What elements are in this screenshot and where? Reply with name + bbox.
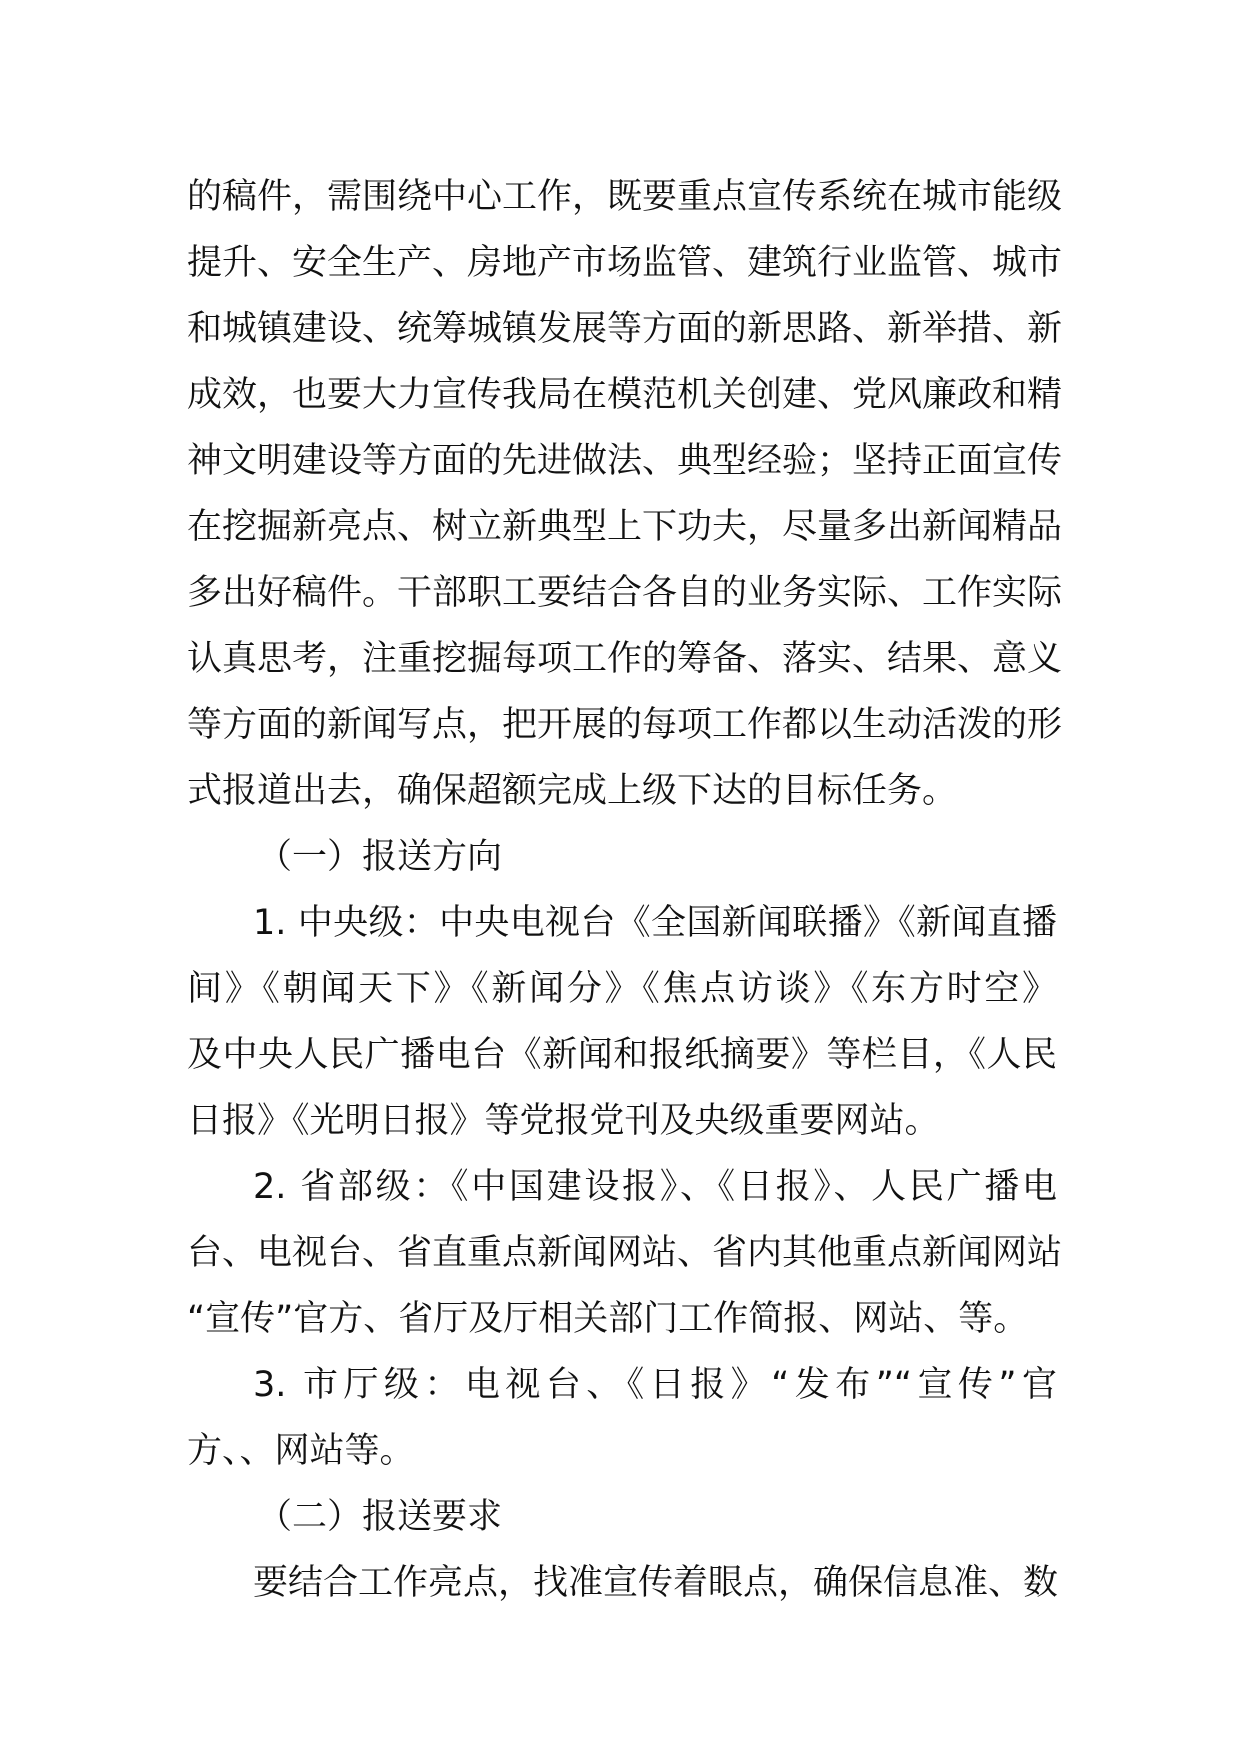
paragraph-line: 认真思考，注重挖掘每项工作的筹备、落实、结果、意义 (187, 639, 1063, 679)
paragraph-line: 在挖掘新亮点、树立新典型上下功夫，尽量多出新闻精品 (187, 507, 1063, 547)
list-item-line: 日报》《光明日报》等党报党刊及央级重要网站。 (187, 1101, 940, 1141)
list-item-line: 方、、网站等。 (187, 1431, 415, 1471)
list-item-line: 及中央人民广播电台《新闻和报纸摘要》等栏目，《人民 (187, 1035, 1057, 1075)
paragraph-line: 提升、安全生产、房地产市场监管、建筑行业监管、城市 (187, 243, 1063, 283)
list-item-line: 2. 省部级：《中国建设报》、《日报》、人民广播电 (253, 1167, 1057, 1207)
paragraph-line: 的稿件，需围绕中心工作，既要重点宣传系统在城市能级 (187, 177, 1063, 217)
paragraph-line: 式报道出去，确保超额完成上级下达的目标任务。 (187, 771, 958, 811)
paragraph-line: 多出好稿件。干部职工要结合各自的业务实际、工作实际 (187, 573, 1063, 613)
list-item-line: “宣传”官方、省厅及厅相关部门工作简报、网站、等。 (187, 1299, 1029, 1339)
section-heading: （一）报送方向 (257, 837, 503, 877)
paragraph-line: 和城镇建设、统筹城镇发展等方面的新思路、新举措、新 (187, 309, 1063, 349)
paragraph-line: 等方面的新闻写点，把开展的每项工作都以生动活泼的形 (187, 705, 1063, 745)
paragraph-line: 要结合工作亮点，找准宣传着眼点，确保信息准、数 (253, 1563, 1059, 1603)
paragraph-line: 成效，也要大力宣传我局在模范机关创建、党风廉政和精 (187, 375, 1063, 415)
list-item-line: 间》《朝闻天下》《新闻分》《焦点访谈》《东方时空》 (187, 969, 1057, 1009)
paragraph-line: 神文明建设等方面的先进做法、典型经验；坚持正面宣传 (187, 441, 1063, 481)
list-item-line: 3. 市厅级：电视台、《日报》“发布”“宣传”官 (253, 1365, 1057, 1405)
list-item-line: 1. 中央级：中央电视台《全国新闻联播》《新闻直播 (253, 903, 1057, 943)
section-heading: （二）报送要求 (257, 1497, 503, 1537)
list-item-line: 台、电视台、省直重点新闻网站、省内其他重点新闻网站 (187, 1233, 1063, 1273)
body-text (187, 164, 1063, 1616)
